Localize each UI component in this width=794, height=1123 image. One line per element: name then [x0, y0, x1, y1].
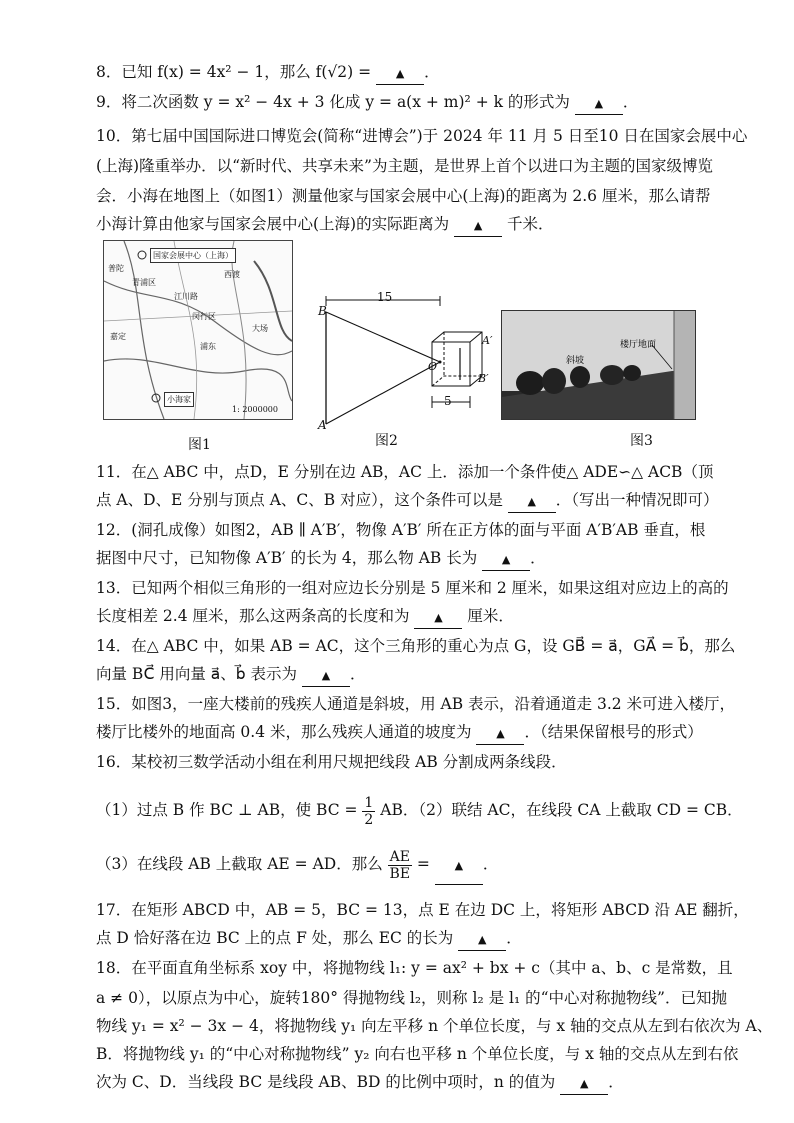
- q14-answer-blank[interactable]: [302, 664, 350, 687]
- figure-1-caption: 图1: [188, 437, 211, 453]
- fig2-label-B1: B′: [478, 372, 489, 385]
- question-13-line2: [96, 606, 698, 629]
- map-label-minhang: 闵行区: [192, 312, 216, 321]
- q10-answer-blank[interactable]: [454, 214, 502, 237]
- frac-denominator: BE: [389, 865, 411, 882]
- q18-answer-blank[interactable]: [560, 1072, 608, 1095]
- question-14-line2: [96, 664, 698, 687]
- equals-sign: =: [416, 855, 430, 873]
- map-scale: 1: 2000000: [232, 405, 278, 414]
- q14-text: 向量 BC⃗ 用向量 a⃗、b⃗ 表示为: [96, 665, 298, 683]
- q13-text: 长度相差 2.4 厘米，那么这两条高的长度和为: [96, 607, 410, 625]
- answer-marker: ▲: [473, 219, 483, 232]
- fig2-dim-15: 15: [377, 290, 393, 304]
- q16-step2-text: AB．（2）联结 AC，在线段 CA 上截取 CD = CB．: [380, 801, 743, 819]
- question-11-line1: 11．在△ ABC 中，点D，E 分别在边 AB，AC 上．添加一个条件使△ ADE∽△ ACB（顶: [96, 463, 714, 481]
- question-18-line4: B．将抛物线 y₁ 的“中心对称抛物线” y₂ 向右也平移 n 个单位长度，与 x 轴的交点从左到右依: [96, 1045, 739, 1063]
- question-18-line5: [96, 1072, 698, 1095]
- question-18-line3: 物线 y₁ = x² − 3x − 4，将抛物线 y₁ 向左平移 n 个单位长度，与 x 轴的交点从左到右依次为 A、: [96, 1017, 773, 1035]
- q17-answer-blank[interactable]: [458, 928, 506, 951]
- ray-bottom: [326, 362, 440, 424]
- question-16-step3: [96, 846, 698, 885]
- frac-denominator: 2: [364, 811, 374, 828]
- map-label-home: 小海家: [164, 392, 194, 407]
- q16-step1-text: （1）过点 B 作 BC ⊥ AB，使 BC =: [96, 801, 358, 819]
- map-label-xidu: 西渡: [224, 270, 240, 279]
- question-14-line1: 14．在△ ABC 中，如果 AB = AC，这个三角形的重心为点 G，设 GB⃗ = a⃗，GA⃗ = b⃗，那么: [96, 637, 736, 655]
- question-10-line2: (上海)隆重举办．以“新时代、共享未来”为主题，是世界上首个以进口为主题的国家级博览: [96, 157, 713, 175]
- figure-2-pinhole-diagram: [310, 292, 493, 432]
- q18-end: ．: [608, 1073, 624, 1091]
- answer-marker: ▲: [579, 1077, 589, 1090]
- question-16-step1: [96, 792, 743, 828]
- fig2-dim-5: 5: [444, 394, 452, 408]
- figure-3-caption: 图3: [630, 433, 653, 449]
- q13-answer-blank[interactable]: [414, 606, 462, 629]
- map-label-qingpu: 青浦区: [132, 278, 156, 287]
- question-18-line1: 18．在平面直角坐标系 xoy 中，将抛物线 l₁: y = ax² + bx + c（其中 a、b、c 是常数，且: [96, 959, 733, 977]
- figure-1-map: [103, 240, 293, 420]
- fig3-label-slope: 斜坡: [566, 356, 585, 366]
- q11-note: ．（写出一种情况即可）: [555, 491, 719, 509]
- fig2-label-O: O: [428, 360, 438, 373]
- cube-hidden-edges: [432, 332, 482, 386]
- q15-note: ．（结果保留根号的形式）: [524, 723, 703, 741]
- question-15-line2: [96, 722, 703, 745]
- question-10-line1: 10．第七届中国国际进口博览会(简称“进博会”)于 2024 年 11 月 5 日至10 日在国家会展中心: [96, 127, 748, 145]
- question-11-line2: [96, 490, 719, 513]
- ramp-photo-drawing: [502, 311, 695, 419]
- question-15-line1: 15．如图3，一座大楼前的残疾人通道是斜坡，用 AB 表示，沿着通道走 3.2 米可进入楼厅，: [96, 695, 736, 713]
- pinhole-O: [439, 361, 442, 364]
- question-13-line1: 13．已知两个相似三角形的一组对应边长分别是 5 厘米和 2 厘米，如果这组对应边上的高的: [96, 579, 729, 597]
- q11-answer-blank[interactable]: [508, 490, 556, 513]
- q9-text: 9．将二次函数 y = x² − 4x + 3 化成 y = a(x + m)² + k 的形式为: [96, 93, 570, 111]
- q15-text: 楼厅比楼外的地面高 0.4 米，那么残疾人通道的坡度为: [96, 723, 472, 741]
- map-label-dachang: 大场: [252, 324, 268, 333]
- map-label-jiangchuan: 江川路: [174, 292, 198, 301]
- question-10-line4: [96, 214, 698, 237]
- question-17-line2: [96, 928, 698, 951]
- answer-marker: ▲: [395, 67, 405, 80]
- question-12-line2: [96, 548, 698, 571]
- q11-text: 点 A、D、E 分别与顶点 A、C、B 对应），这个条件可以是: [96, 491, 503, 509]
- ray-top: [326, 312, 440, 362]
- question-18-line2: a ≠ 0），以原点为中心，旋转180° 得抛物线 l₂，则称 l₂ 是 l₁ 的“中心对称抛物线”．已知抛: [96, 989, 727, 1007]
- q10-unit: 千米．: [506, 215, 554, 233]
- fraction-AE-BE: [388, 849, 412, 882]
- q18-text: 次为 C、D．当线段 BC 是线段 AB、BD 的比例中项时，n 的值为: [96, 1073, 556, 1091]
- q12-text: 据图中尺寸，已知物像 A′B′ 的长为 4，那么物 AB 长为: [96, 549, 478, 567]
- q8-text: 8．已知 f(x) = 4x² − 1，那么 f(√2) =: [96, 63, 372, 81]
- cube-front: [432, 342, 470, 386]
- q8-end: ．: [424, 63, 440, 81]
- q14-end: ．: [349, 665, 366, 683]
- map-label-pudong: 浦东: [200, 342, 216, 351]
- q16-answer-blank[interactable]: [435, 846, 483, 885]
- q12-end: ．: [530, 549, 546, 567]
- frac-numerator: 1: [364, 794, 374, 811]
- q17-text: 点 D 恰好落在边 BC 上的点 F 处，那么 EC 的长为: [96, 929, 454, 947]
- map-label-expo-center: 国家会展中心（上海）: [150, 248, 236, 263]
- q8-answer-blank[interactable]: [376, 62, 424, 85]
- question-10-line3: 会．小海在地图上（如图1）测量他家与国家会展中心(上海)的距离为 2.6 厘米，那么请帮: [96, 187, 711, 205]
- question-8: [96, 62, 698, 85]
- q12-answer-blank[interactable]: [482, 548, 530, 571]
- figure-2-caption: 图2: [375, 433, 398, 449]
- q13-unit: 厘米．: [467, 607, 514, 625]
- answer-marker: ▲: [478, 933, 487, 946]
- figure-3-photo: [501, 310, 696, 420]
- frac-numerator: AE: [389, 848, 410, 865]
- fraction-one-half: [362, 795, 375, 828]
- fig3-label-floor: 楼厅地面: [620, 340, 657, 350]
- q10-text: 小海计算由他家与国家会展中心(上海)的实际距离为: [96, 215, 450, 233]
- question-16-line1: 16．某校初三数学活动小组在利用尺规把线段 AB 分割成两条线段．: [96, 753, 567, 771]
- q16-end: ．: [482, 855, 499, 873]
- answer-marker: ▲: [434, 611, 443, 624]
- question-12-line1: 12．(洞孔成像）如图2，AB ∥ A′B′，物像 A′B′ 所在正方体的面与平面 A′B′AB 垂直，根: [96, 521, 706, 539]
- answer-marker: ▲: [594, 97, 604, 110]
- q15-answer-blank[interactable]: [476, 722, 524, 745]
- answer-marker: ▲: [454, 859, 464, 872]
- answer-marker: ▲: [501, 553, 511, 566]
- fig2-label-A1: A′: [482, 334, 493, 347]
- answer-marker: ▲: [527, 495, 537, 508]
- q17-end: ．: [506, 929, 522, 947]
- q9-end: ．: [622, 93, 639, 111]
- fig2-label-A: A: [318, 418, 327, 432]
- map-label-putuo: 普陀: [108, 264, 124, 273]
- map-label-jiading: 嘉定: [110, 332, 126, 341]
- question-17-line1: 17．在矩形 ABCD 中，AB = 5，BC = 13，点 E 在边 DC 上，将矩形 ABCD 沿 AE 翻折，: [96, 901, 749, 919]
- fig2-label-B: B: [318, 304, 327, 318]
- answer-marker: ▲: [321, 669, 331, 682]
- q16-step3-text: （3）在线段 AB 上截取 AE = AD．那么: [96, 855, 383, 873]
- cube-edges: [432, 332, 482, 386]
- q9-answer-blank[interactable]: [575, 92, 623, 115]
- answer-marker: ▲: [496, 727, 505, 740]
- question-9: [96, 92, 698, 115]
